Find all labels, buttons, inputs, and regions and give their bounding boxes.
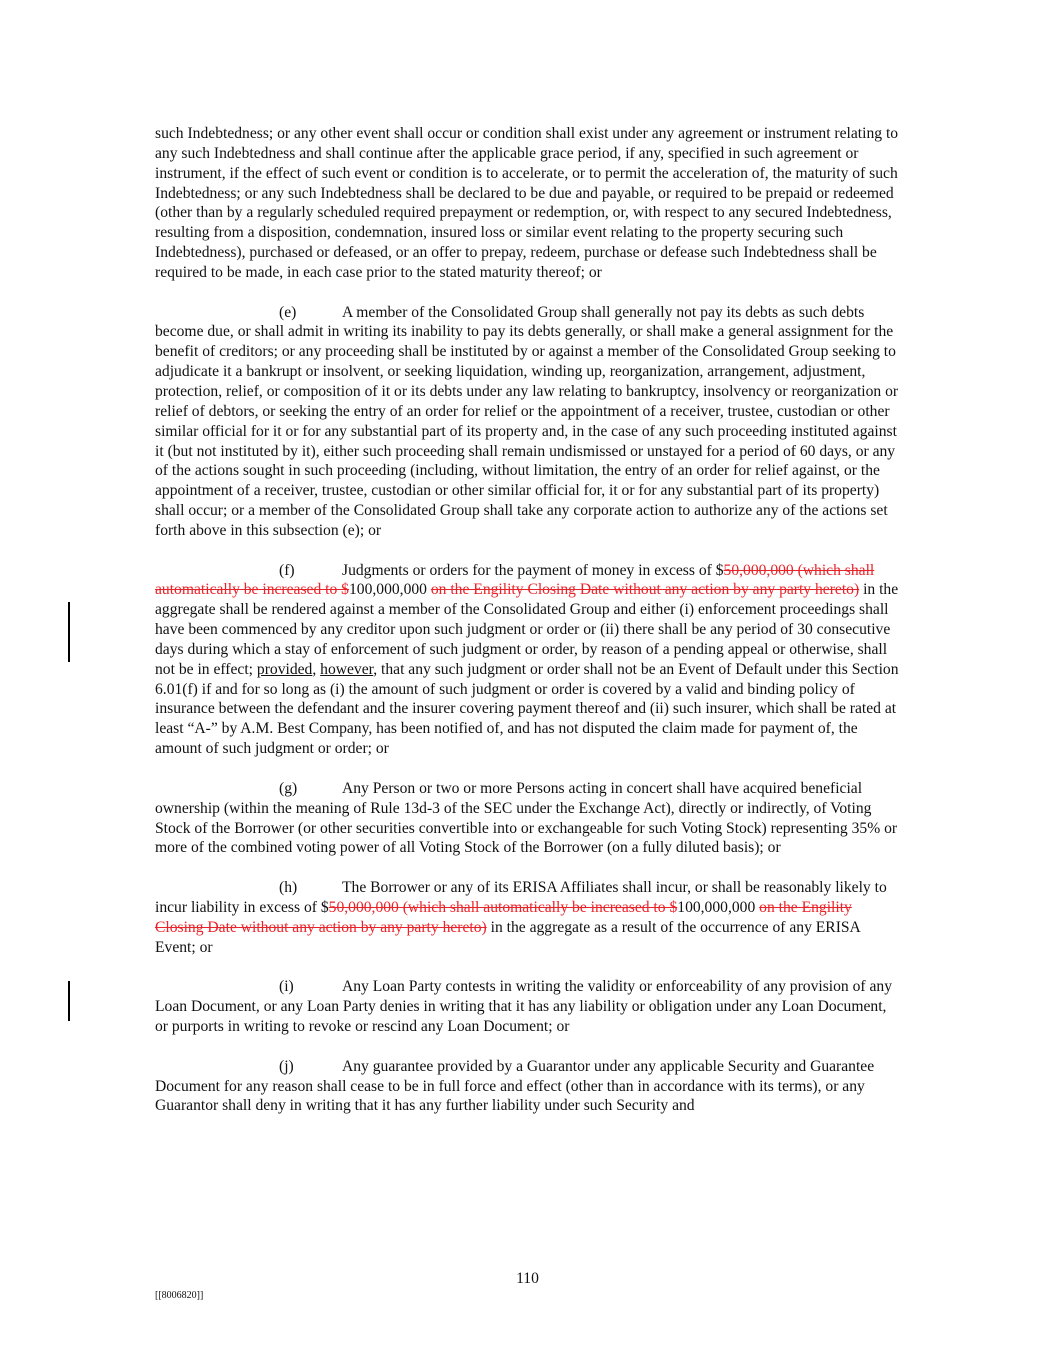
- paragraph-g: [155, 779, 900, 858]
- paragraph-f-deletion-2: on the Engility Closing Date without any action by any party hereto): [430, 581, 860, 599]
- paragraph-f-however: however: [320, 660, 374, 678]
- paragraph-d-continued: such Indebtedness; or any other event shall occur or condition shall exist under any agreement or instrument relating to any such Indebtedness and shall continue after the applicable grace period, if any, specified in such agreement or instrument, if the effect of such event or condition is to accelerate, or to permit the acceleration of, the maturity of such Indebtedness; or any such Indebtedness shall be declared to be due and payable, or required to be prepaid or redeemed (other than by a regularly scheduled required prepayment or redemption, or, with respect to any secured Indebtedness, resulting from a disposition, condemnation, insured loss or similar event relating to the property securing such Indebtedness), purchased or defeased, or an offer to prepay, redeem, purchase or defease such Indebtedness shall be required to be made, in each case prior to the stated maturity thereof; or: [155, 125, 899, 281]
- paragraph-h-text-2: 100,000,000: [677, 898, 760, 916]
- paragraph-i-text: Any Loan Party contests in writing the validity or enforceability of any provision of any Loan Document, or any Loan Party denies in writing that it has any liability or obligation under any Loan Document, or purports in writing to revoke or rescind any Loan Document; or: [155, 978, 892, 1035]
- paragraph-f-text-3: in the aggregate shall be rendered against a member of the Consolidated Group and either (i) enforcement proceedings shall have been commenced by any creditor upon such judgment or order or (ii) there shall be any period of 30 consecutive days during which a stay of enforcement of such judgment or order, by reason of a pending appeal or otherwise, shall not be in effect;: [155, 581, 899, 678]
- paragraph-h-label: (h): [279, 879, 298, 897]
- paragraph-f-provided: provided: [256, 660, 313, 678]
- paragraph-e-text: A member of the Consolidated Group shall generally not pay its debts as such debts become due, or shall admit in writing its inability to pay its debts generally, or shall make a general assignment for the benefit of creditors; or any proceeding shall be instituted by or against a member of the Consolidated Group seeking to adjudicate it a bankrupt or insolvent, or seeking liquidation, winding up, reorganization, arrangement, adjustment, protection, relief, or composition of it or its debts under any law relating to bankruptcy, insolvency or reorganization or relief of debtors, or seeking the entry of an order for relief or the appointment of a receiver, trustee, custodian or other similar official for it or for any substantial part of its property and, in the case of any such proceeding instituted against it (but not instituted by it), either such proceeding shall remain undismissed or unstayed for a period of 60 days, or any of the actions sought in such proceeding (including, without limitation, the entry of an order for relief against, or the appointment of a receiver, trustee, custodian or other similar official for, it or for any substantial part of its property) shall occur; or a member of the Consolidated Group shall take any corporate action to authorize any of the actions set forth above in this subsection (e); or: [155, 303, 899, 539]
- paragraph-e-label: (e): [279, 303, 297, 321]
- paragraph-f-deletion-1: 50,000,000 (which shall automatically be increased to $: [155, 561, 875, 599]
- page-number: 110: [516, 1270, 539, 1287]
- paragraph-h: [155, 878, 900, 957]
- paragraph-f-label: (f): [279, 561, 295, 579]
- paragraph-e: [155, 303, 900, 541]
- paragraph-g-text: Any Person or two or more Persons acting in concert shall have acquired beneficial ownership (within the meaning of Rule 13d-3 of the SEC under the Exchange Act), directly or indirectly, of Voting Stock of the Borrower (or other securities convertible into or exchangeable for such Voting Stock) representing 35% or more of the combined voting power of all Voting Stock of the Borrower (on a fully diluted basis); or: [155, 779, 898, 857]
- document-id: [[8006820]]: [155, 1290, 204, 1301]
- paragraph-i-label: (i): [279, 978, 294, 996]
- paragraph-j: [155, 1057, 900, 1117]
- paragraph-f-text-5: , that any such judgment or order shall not be an Event of Default under this Section 6.01(f) if and for so long as (i) the amount of such judgment or order is covered by a valid and binding policy of insurance between the defendant and the insurer covering payment thereof and (ii) such insurer, which shall be rated at least “A-” by A.M. Best Company, has been notified of, and has not disputed the claim made for payment of, the amount of such judgment or order; or: [155, 660, 899, 758]
- paragraph-f-text-1: Judgments or orders for the payment of money in excess of $: [342, 561, 724, 579]
- change-bar-f: [68, 602, 70, 662]
- paragraph-j-label: (j): [279, 1057, 294, 1075]
- paragraph-i: [155, 977, 900, 1037]
- paragraph-g-label: (g): [279, 779, 298, 797]
- paragraph-h-deletion-2: on the Engility Closing Date without any action by any party hereto): [155, 898, 852, 936]
- paragraph-f-text-2: 100,000,000: [348, 581, 431, 599]
- paragraph-h-deletion-1: 50,000,000 (which shall automatically be increased to $: [328, 898, 678, 916]
- paragraph-f: [155, 561, 900, 759]
- paragraph-j-text: Any guarantee provided by a Guarantor under any applicable Security and Guarantee Document for any reason shall cease to be in full force and effect (other than in accordance with its terms), or any Guarantor shall deny in writing that it has any further liability under such Security and: [155, 1057, 875, 1115]
- paragraph-f-text-4: ,: [312, 660, 321, 678]
- paragraph-h-text-3: in the aggregate as a result of the occurrence of any ERISA Event; or: [155, 918, 860, 956]
- paragraph-h-text-1: The Borrower or any of its ERISA Affiliates shall incur, or shall be reasonably likely to incur liability in excess of $: [155, 879, 887, 916]
- document-body: [155, 124, 900, 1136]
- change-bar-h: [68, 981, 70, 1021]
